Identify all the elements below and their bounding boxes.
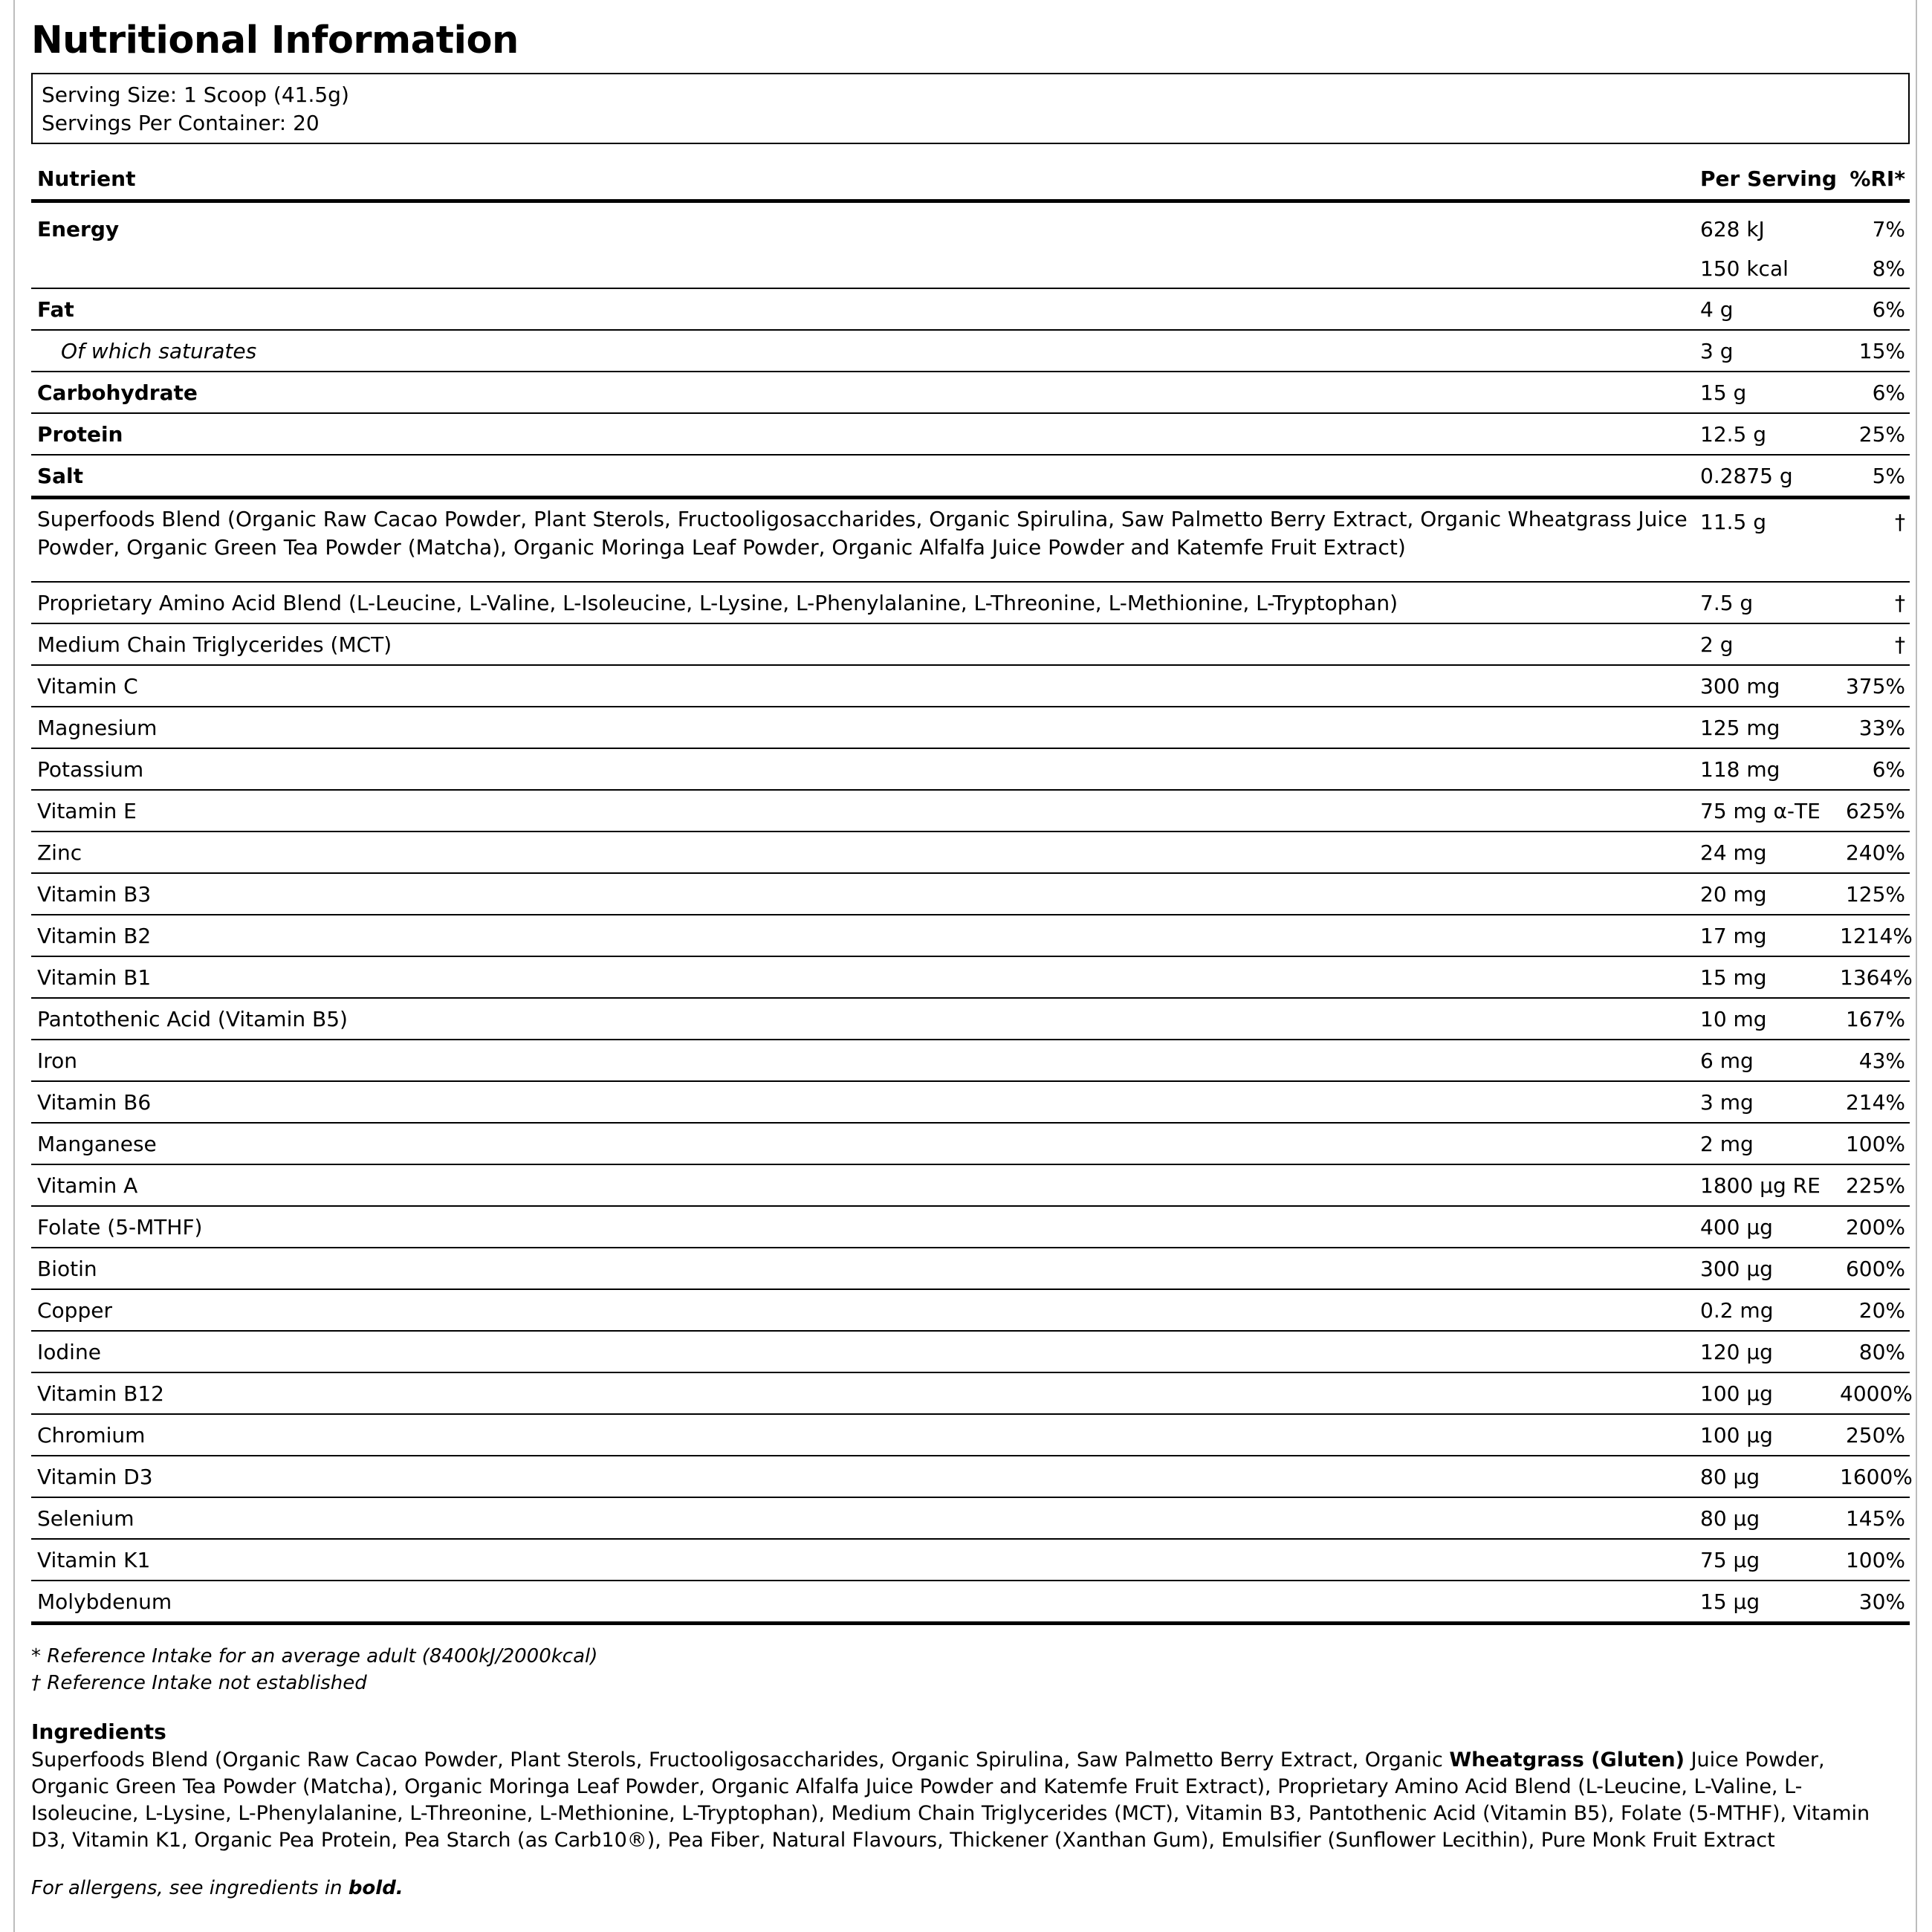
table-row bbox=[31, 1331, 1910, 1372]
nutrient-amount: 150 kcal bbox=[1696, 249, 1834, 288]
table-row bbox=[31, 1289, 1910, 1331]
nutrient-amount: 24 mg bbox=[1696, 832, 1834, 873]
nutrient-ri: 1364% bbox=[1834, 956, 1910, 998]
nutrient-amount: 7.5 g bbox=[1696, 582, 1834, 623]
nutrient-amount: 20 mg bbox=[1696, 873, 1834, 915]
nutrient-ri: 8% bbox=[1834, 249, 1910, 288]
nutrient-ri: 100% bbox=[1834, 1123, 1910, 1164]
nutrient-name: Vitamin E bbox=[31, 790, 1696, 832]
allergen-ingredient: Wheatgrass (Gluten) bbox=[1449, 1748, 1685, 1771]
table-row bbox=[31, 1081, 1910, 1123]
table-row bbox=[31, 956, 1910, 998]
nutrient-amount: 75 mg α-TE bbox=[1696, 790, 1834, 832]
serving-size: Serving Size: 1 Scoop (41.5g) bbox=[42, 82, 349, 107]
nutrient-name: Energy bbox=[37, 216, 120, 242]
page-border-right bbox=[1916, 0, 1917, 1932]
nutrient-name: Protein bbox=[31, 413, 1696, 455]
table-row bbox=[31, 707, 1910, 748]
nutrient-name: Of which saturates bbox=[31, 330, 1696, 372]
nutrient-ri: 15% bbox=[1834, 330, 1910, 372]
nutrient-amount: 17 mg bbox=[1696, 915, 1834, 956]
nutrient-amount: 100 µg bbox=[1696, 1372, 1834, 1414]
nutrient-name: Biotin bbox=[31, 1248, 1696, 1289]
table-row bbox=[31, 1372, 1910, 1414]
ingredients-title: Ingredients bbox=[31, 1719, 166, 1744]
nutrient-amount: 300 µg bbox=[1696, 1248, 1834, 1289]
nutrient-ri: 100% bbox=[1834, 1539, 1910, 1581]
table-row bbox=[31, 413, 1910, 455]
header-ri: %RI* bbox=[1834, 158, 1910, 201]
nutrient-amount: 120 µg bbox=[1696, 1331, 1834, 1372]
table-row bbox=[31, 748, 1910, 790]
nutrient-amount: 80 µg bbox=[1696, 1497, 1834, 1539]
nutrient-ri: 240% bbox=[1834, 832, 1910, 873]
nutrient-amount: 11.5 g bbox=[1696, 498, 1834, 583]
nutrient-amount: 10 mg bbox=[1696, 998, 1834, 1040]
nutrient-amount: 6 mg bbox=[1696, 1040, 1834, 1081]
nutrient-ri: 125% bbox=[1834, 873, 1910, 915]
nutrient-amount: 0.2875 g bbox=[1696, 455, 1834, 498]
table-row bbox=[31, 1414, 1910, 1456]
nutrient-ri: 625% bbox=[1834, 790, 1910, 832]
table-row bbox=[31, 1581, 1910, 1624]
nutrient-ri: 375% bbox=[1834, 665, 1910, 707]
page-border-left bbox=[13, 0, 15, 1932]
nutrition-table bbox=[31, 158, 1913, 1625]
table-row bbox=[31, 498, 1910, 583]
table-row bbox=[31, 1539, 1910, 1581]
nutrient-ri: 214% bbox=[1834, 1081, 1910, 1123]
nutrient-amount: 15 µg bbox=[1696, 1581, 1834, 1624]
ingredients-text bbox=[31, 1747, 1904, 1854]
nutrient-name: Vitamin A bbox=[31, 1164, 1696, 1206]
table-row bbox=[31, 582, 1910, 623]
nutrient-amount: 400 µg bbox=[1696, 1206, 1834, 1248]
table-row bbox=[31, 1248, 1910, 1289]
table-row bbox=[31, 201, 1910, 250]
allergen-note bbox=[31, 1875, 1910, 1902]
table-row bbox=[31, 288, 1910, 330]
nutrient-name: Manganese bbox=[31, 1123, 1696, 1164]
table-row bbox=[31, 330, 1910, 372]
table-row bbox=[31, 1456, 1910, 1497]
nutrient-ri: 6% bbox=[1834, 748, 1910, 790]
nutrient-name: Vitamin B1 bbox=[31, 956, 1696, 998]
nutrient-name: Molybdenum bbox=[31, 1581, 1696, 1624]
nutrient-name: Chromium bbox=[31, 1414, 1696, 1456]
nutrient-ri: 200% bbox=[1834, 1206, 1910, 1248]
table-row bbox=[31, 1040, 1910, 1081]
nutrient-name: Folate (5-MTHF) bbox=[31, 1206, 1696, 1248]
nutrient-amount: 3 g bbox=[1696, 330, 1834, 372]
nutrient-name bbox=[31, 249, 1696, 288]
nutrient-name: Salt bbox=[31, 455, 1696, 498]
nutrient-name: Copper bbox=[31, 1289, 1696, 1331]
nutrient-amount: 4 g bbox=[1696, 288, 1834, 330]
nutrient-amount: 2 mg bbox=[1696, 1123, 1834, 1164]
table-row bbox=[31, 790, 1910, 832]
nutrient-amount: 300 mg bbox=[1696, 665, 1834, 707]
nutrient-ri: 600% bbox=[1834, 1248, 1910, 1289]
nutrition-sheet bbox=[31, 16, 1913, 1902]
nutrient-name: Vitamin B12 bbox=[31, 1372, 1696, 1414]
table-row bbox=[31, 1123, 1910, 1164]
nutrient-amount: 1800 µg RE bbox=[1696, 1164, 1834, 1206]
nutrient-amount: 2 g bbox=[1696, 623, 1834, 665]
header-nutrient: Nutrient bbox=[31, 158, 1696, 201]
nutrient-name: Vitamin C bbox=[31, 665, 1696, 707]
nutrient-amount: 100 µg bbox=[1696, 1414, 1834, 1456]
nutrient-ri: 1214% bbox=[1834, 915, 1910, 956]
table-row bbox=[31, 372, 1910, 413]
nutrient-ri: 43% bbox=[1834, 1040, 1910, 1081]
ingredients-text-after: Juice Powder, Organic Green Tea Powder (Matcha), Organic Moringa Leaf Powder, Organic Alfalfa Juice Powder and Katemfe Fruit Extract), Proprietary Amino Acid Blend (L-Leucine, L-Valine, L-Isoleucine, L-Lysine, L-Phenylalanine, L-Threonine, L-Methionine, L-Tryptophan), Medium Chain Triglycerides (MCT), Vitamin B3, Pantothenic Acid (Vitamin B5), Folate (5-MTHF), Vitamin D3, Vitamin K1, Organic Pea Protein, Pea Starch (as Carb10®), Pea Fiber, Natural Flavours, Thickener (Xanthan Gum), Emulsifier (Sunflower Lecithin), Pure Monk Fruit Extract bbox=[31, 1748, 1870, 1852]
nutrient-amount: 628 kJ bbox=[1700, 216, 1765, 242]
nutrient-name: Vitamin K1 bbox=[31, 1539, 1696, 1581]
nutrient-name: Selenium bbox=[31, 1497, 1696, 1539]
nutrient-name: Magnesium bbox=[31, 707, 1696, 748]
nutrient-ri: 20% bbox=[1834, 1289, 1910, 1331]
nutrient-ri: 1600% bbox=[1834, 1456, 1910, 1497]
serving-info-box bbox=[31, 73, 1910, 144]
nutrient-ri: 30% bbox=[1834, 1581, 1910, 1624]
micro-nutrients bbox=[31, 498, 1913, 1624]
ri-footnote: * Reference Intake for an average adult (8400kJ/2000kcal) bbox=[31, 1645, 598, 1667]
nutrient-amount: 125 mg bbox=[1696, 707, 1834, 748]
nutrient-ri: 80% bbox=[1834, 1331, 1910, 1372]
nutrient-name: Vitamin D3 bbox=[31, 1456, 1696, 1497]
nutrient-name: Medium Chain Triglycerides (MCT) bbox=[31, 623, 1696, 665]
table-row bbox=[31, 623, 1910, 665]
nutrient-ri: 5% bbox=[1834, 455, 1910, 498]
nutrient-amount: 3 mg bbox=[1696, 1081, 1834, 1123]
nutrient-ri: 33% bbox=[1834, 707, 1910, 748]
nutrient-ri: 145% bbox=[1834, 1497, 1910, 1539]
nutrient-ri: 225% bbox=[1834, 1164, 1910, 1206]
table-row bbox=[31, 873, 1910, 915]
footnotes bbox=[31, 1643, 1910, 1696]
page-title: Nutritional Information bbox=[31, 19, 519, 62]
nutrient-ri: † bbox=[1834, 623, 1910, 665]
nutrient-ri: 6% bbox=[1834, 372, 1910, 413]
nutrient-amount: 12.5 g bbox=[1696, 413, 1834, 455]
nutrient-name: Potassium bbox=[31, 748, 1696, 790]
servings-per-container: Servings Per Container: 20 bbox=[42, 111, 320, 135]
nutrient-ri: 6% bbox=[1834, 288, 1910, 330]
ingredients-text-before: Superfoods Blend (Organic Raw Cacao Powder, Plant Sterols, Fructooligosaccharides, Organic Spirulina, Saw Palmetto Berry Extract, Organic bbox=[31, 1748, 1450, 1771]
table-row bbox=[31, 249, 1910, 288]
nutrient-amount: 0.2 mg bbox=[1696, 1289, 1834, 1331]
table-row bbox=[31, 455, 1910, 498]
nutrient-ri: 7% bbox=[1872, 216, 1905, 242]
allergen-note-prefix: For allergens, see ingredients in bbox=[31, 1877, 349, 1899]
nutrient-name: Vitamin B2 bbox=[31, 915, 1696, 956]
table-row bbox=[31, 665, 1910, 707]
table-row bbox=[31, 1206, 1910, 1248]
table-row bbox=[31, 998, 1910, 1040]
nutrient-name: Iron bbox=[31, 1040, 1696, 1081]
nutrient-amount: 15 g bbox=[1696, 372, 1834, 413]
table-row bbox=[31, 915, 1910, 956]
nutrient-name: Carbohydrate bbox=[31, 372, 1696, 413]
nutrient-name: Vitamin B6 bbox=[31, 1081, 1696, 1123]
nutrient-name: Vitamin B3 bbox=[31, 873, 1696, 915]
nutrient-ri: 4000% bbox=[1834, 1372, 1910, 1414]
nutrient-amount: 80 µg bbox=[1696, 1456, 1834, 1497]
nutrient-amount: 118 mg bbox=[1696, 748, 1834, 790]
table-row bbox=[31, 1164, 1910, 1206]
dagger-footnote: † Reference Intake not established bbox=[31, 1672, 367, 1694]
nutrient-name: Fat bbox=[31, 288, 1696, 330]
nutrient-name: Pantothenic Acid (Vitamin B5) bbox=[31, 998, 1696, 1040]
allergen-note-emphasis: bold. bbox=[348, 1877, 403, 1899]
nutrient-ri: 167% bbox=[1834, 998, 1910, 1040]
nutrient-name: Superfoods Blend (Organic Raw Cacao Powder, Plant Sterols, Fructooligosaccharides, Organic Spirulina, Saw Palmetto Berry Extract, Organic Wheatgrass Juice Powder, Organic Green Tea Powder (Matcha), Organic Moringa Leaf Powder, Organic Alfalfa Juice Powder and Katemfe Fruit Extract) bbox=[31, 498, 1696, 583]
nutrient-amount: 75 µg bbox=[1696, 1539, 1834, 1581]
nutrient-amount: 15 mg bbox=[1696, 956, 1834, 998]
nutrient-ri: † bbox=[1834, 498, 1910, 583]
nutrient-ri: 25% bbox=[1834, 413, 1910, 455]
header-per-serving: Per Serving bbox=[1696, 158, 1834, 201]
nutrient-name: Zinc bbox=[31, 832, 1696, 873]
table-row bbox=[31, 1497, 1910, 1539]
macro-nutrients bbox=[31, 201, 1910, 498]
table-header-row bbox=[31, 158, 1910, 201]
table-row bbox=[31, 832, 1910, 873]
nutrient-ri: 250% bbox=[1834, 1414, 1910, 1456]
nutrient-name: Proprietary Amino Acid Blend (L-Leucine, L-Valine, L-Isoleucine, L-Lysine, L-Phenylalanine, L-Threonine, L-Methionine, L-Tryptophan) bbox=[31, 582, 1696, 623]
nutrient-ri: † bbox=[1834, 582, 1910, 623]
nutrient-name: Iodine bbox=[31, 1331, 1696, 1372]
